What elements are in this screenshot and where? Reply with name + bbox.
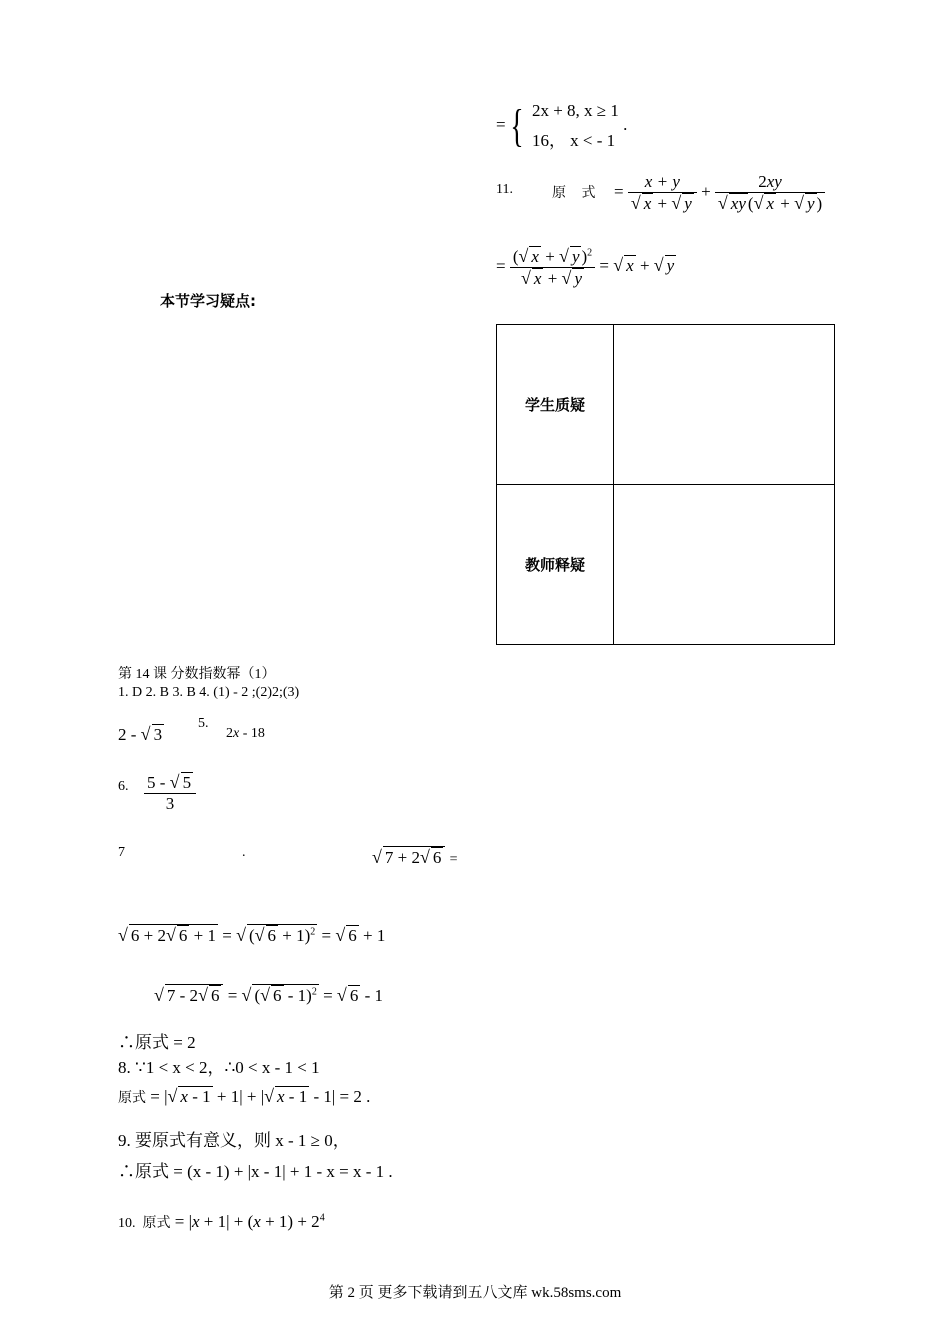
item11-number: 11. xyxy=(496,182,513,197)
teacher-answer-content xyxy=(614,485,835,645)
student-question-content xyxy=(614,325,835,485)
item6-answer: $\frac{5 - √ 5}{3}$ xyxy=(144,772,196,814)
piecewise-case-1: 2x + 8, x ≥ 1 xyxy=(531,101,619,120)
item7-expression: √ 7 + 2√ 6 = xyxy=(372,847,458,867)
item6-label: 6. xyxy=(118,779,129,794)
page-footer: 第 2 页 更多下载请到五八文库 wk.58sms.com xyxy=(328,1285,622,1301)
item10: 10. 原式 = $|x + 1| + (x + 1) + 2^4$ xyxy=(118,1212,325,1231)
item7-result: ∴原式 = 2 xyxy=(118,1033,196,1052)
item7-label: 7 xyxy=(118,845,125,860)
item9-line-2: ∴原式 = (x - 1) + |x - 1| + 1 - x = x - 1 . xyxy=(118,1162,393,1181)
item8-line-2: 原式 = |√ x - 1 + 1| + |√ x - 1 - 1| = 2 . xyxy=(118,1086,371,1106)
qa-table xyxy=(496,324,835,645)
student-question-label: 学生质疑 xyxy=(497,325,614,485)
item7-line-2: √ 7 - 2√ 6 = √ (√ 6 - 1)$^2$ = √ 6 - 1 xyxy=(154,985,383,1005)
study-doubts-heading: 本节学习疑点: xyxy=(160,292,256,310)
lesson14-title: 第 14 课 分数指数幂（1） xyxy=(118,667,276,682)
item11-label: 原 式 xyxy=(552,186,602,201)
item7-line-1: √ 6 + 2√ 6 + 1 = √ (√ 6 + 1)$^2$ = √ 6 + 1 xyxy=(118,925,386,945)
qa-row-student xyxy=(497,325,835,485)
answer-4-3: 2 - √ 3 xyxy=(118,724,163,744)
qa-row-teacher xyxy=(497,485,835,645)
answer-5: 2x - 18 xyxy=(226,726,265,741)
lesson14-answers-1-4: 1. D 2. B 3. B 4. (1) - 2 ;(2)2;(3) xyxy=(118,685,300,700)
item11-equation-2: = $\frac{(√ x + √ y )^2}{√ x + √ y}$ = √ x + √ y xyxy=(496,246,675,288)
item7-dot: . xyxy=(242,845,246,860)
piecewise-case-2: 16， x < - 1 xyxy=(531,131,616,150)
teacher-answer-label: 教师释疑 xyxy=(497,485,614,645)
piecewise-function: ={ 2x + 8, x ≥ 1 16， x < - 1 . xyxy=(496,96,627,156)
item8-line-1: 8. ∵1 < x < 2，∴0 < x - 1 < 1 xyxy=(118,1058,320,1077)
answer-5-label: 5. xyxy=(198,716,209,731)
item11-equation-1: = $\frac{x + y}{√ x + √ y}$ + $\frac{2xy}{√ xy (√ x + √ y )}$ xyxy=(614,172,825,214)
item9-line-1: 9. 要原式有意义，则 x - 1 ≥ 0， xyxy=(118,1131,350,1150)
